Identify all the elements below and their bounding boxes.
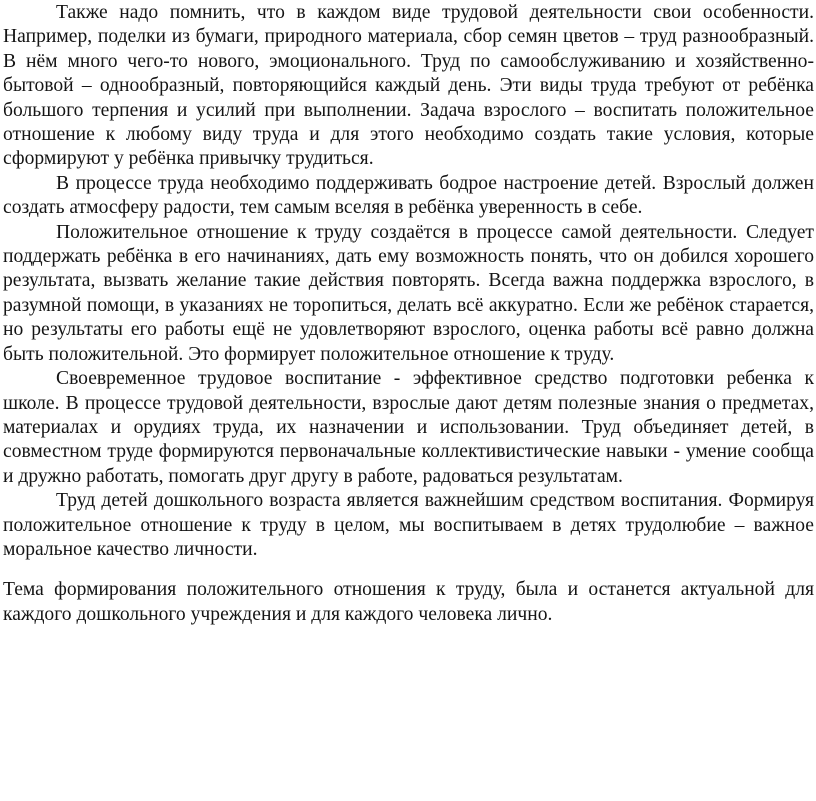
- paragraph-4: Своевременное трудовое воспитание - эффективное средство подготовки ребенка к школе. В процессе трудовой деятельности, взрослые дают детям полезные знания о предметах, материалах и орудиях труда, их назначении и использовании. Труд объединяет детей, в совместном труде формируются первоначальные коллективистические навыки - умение сообща и дружно работать, помогать друг другу в работе, радоваться результатам.: [3, 368, 814, 487]
- paragraph-5: Труд детей дошкольного возраста является важнейшим средством воспитания. Формируя положительное отношение к труду в целом, мы воспитываем в детях трудолюбие – важное моральное качество личности.: [3, 490, 814, 560]
- document-body: [3, 0, 814, 627]
- paragraph-3: Положительное отношение к труду создаётся в процессе самой деятельности. Следует поддержать ребёнка в его начинаниях, дать ему возможность понять, что он добился хорошего результата, вызвать желание такие действия повторять. Всегда важна поддержка взрослого, в разумной помощи, в указаниях не торопиться, делать всё аккуратно. Если же ребёнок старается, но результаты его работы ещё не удовлетворяют взрослого, оценка работы всё равно должна быть положительной. Это формирует положительное отношение к труду.: [3, 221, 814, 365]
- paragraph-1: Также надо помнить, что в каждом виде трудовой деятельности свои особенности. Например, поделки из бумаги, природного материала, сбор семян цветов – труд разнообразный. В нём много чего-то нового, эмоционального. Труд по самообслуживанию и хозяйственно-бытовой – однообразный, повторяющийся каждый день. Эти виды труда требуют от ребёнка большого терпения и усилий при выполнении. Задача взрослого – воспитать положительное отношение к любому виду труда и для этого необходимо создать такие условия, которые сформируют у ребёнка привычку трудиться.: [3, 2, 814, 170]
- closing-paragraph: Тема формирования положительного отношения к труду, была и останется актуальной для каждого дошкольного учреждения и для каждого человека лично.: [3, 579, 814, 625]
- paragraph-2: В процессе труда необходимо поддерживать бодрое настроение детей. Взрослый должен создать атмосферу радости, тем самым вселяя в ребёнка уверенность в себе.: [3, 172, 814, 219]
